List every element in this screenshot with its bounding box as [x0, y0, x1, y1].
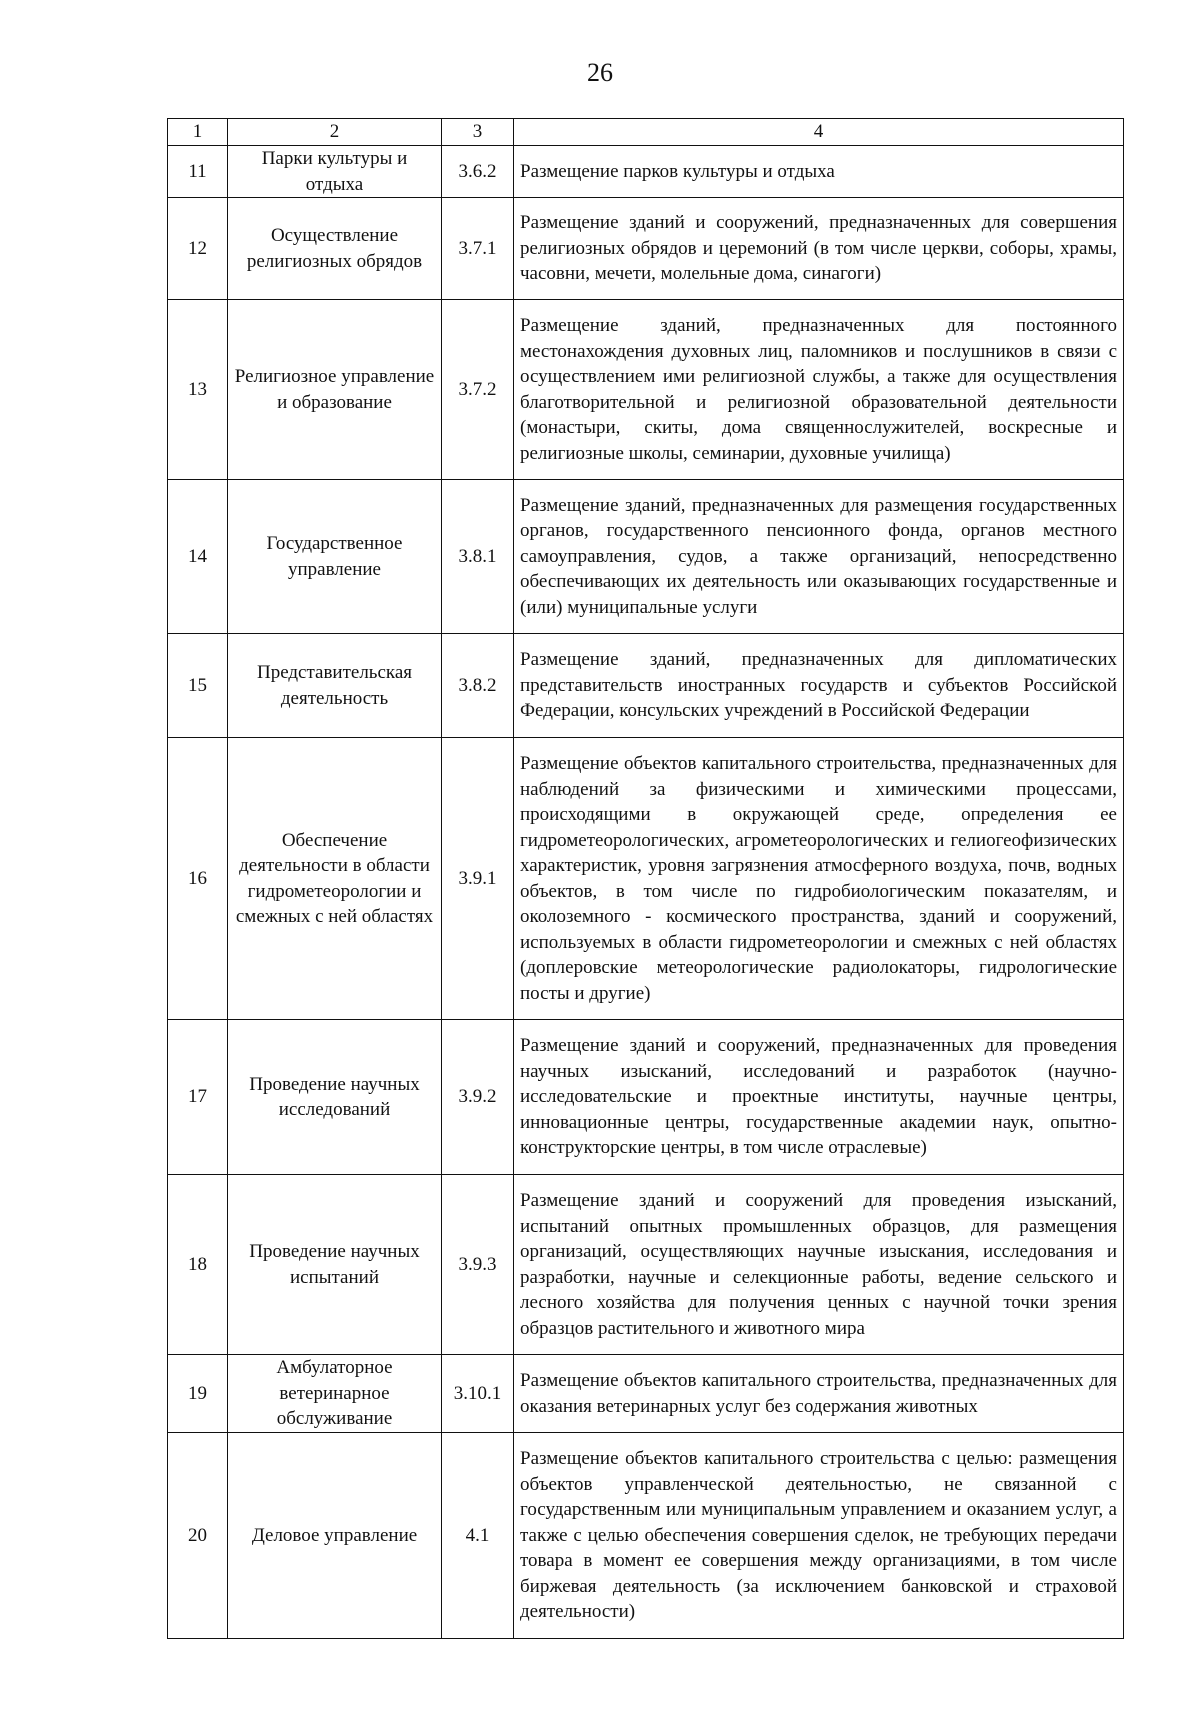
row-number: 13 — [168, 300, 228, 480]
use-type-code: 3.6.2 — [442, 146, 514, 198]
use-type-name: Обеспечение деятельности в области гидрометеорологии и смежных с ней областях — [228, 738, 442, 1020]
table-row — [168, 300, 1124, 480]
use-type-name: Представительская деятельность — [228, 634, 442, 738]
table-row — [168, 738, 1124, 1020]
table-row — [168, 1355, 1124, 1433]
table-header-row — [168, 119, 1124, 146]
use-type-name: Амбулаторное ветеринарное обслуживание — [228, 1355, 442, 1433]
table-row — [168, 1020, 1124, 1175]
use-type-description: Размещение зданий, предназначенных для дипломатических представительств иностранных государств и субъектов Российской Федерации, консульских учреждений в Российской Федерации — [514, 634, 1124, 738]
use-type-name: Осуществление религиозных обрядов — [228, 198, 442, 300]
table-row — [168, 1175, 1124, 1355]
use-type-code: 3.8.2 — [442, 634, 514, 738]
row-number: 14 — [168, 480, 228, 634]
header-cell: 2 — [228, 119, 442, 146]
use-type-code: 3.7.1 — [442, 198, 514, 300]
table-row — [168, 480, 1124, 634]
header-cell: 3 — [442, 119, 514, 146]
use-type-code: 3.9.1 — [442, 738, 514, 1020]
use-type-code: 3.7.2 — [442, 300, 514, 480]
header-cell: 4 — [514, 119, 1124, 146]
row-number: 18 — [168, 1175, 228, 1355]
use-type-description: Размещение парков культуры и отдыха — [514, 146, 1124, 198]
use-type-code: 3.8.1 — [442, 480, 514, 634]
use-type-description: Размещение зданий и сооружений, предназначенных для совершения религиозных обрядов и церемоний (в том числе церкви, соборы, храмы, часовни, мечети, молельные дома, синагоги) — [514, 198, 1124, 300]
use-type-description: Размещение объектов капитального строительства, предназначенных для наблюдений за физическими и химическими процессами, происходящими в окружающей среде, определения ее гидрометеорологических, агрометеорологических и гелиогеофизических характеристик, уровня загрязнения атмосферного воздуха, почв, водных объектов, в том числе по гидробиологическим показателям, и околоземного - космического пространства, зданий и сооружений, используемых в области гидрометеорологии и смежных с ней областях (доплеровские метеорологические радиолокаторы, гидрологические посты и другие) — [514, 738, 1124, 1020]
use-type-description: Размещение зданий и сооружений, предназначенных для проведения научных изысканий, исследований и разработок (научно-исследовательские и проектные институты, научные центры, инновационные центры, государственные академии наук, опытно-конструкторские центры, в том числе отраслевые) — [514, 1020, 1124, 1175]
land-use-table — [167, 118, 1124, 1639]
row-number: 11 — [168, 146, 228, 198]
use-type-name: Проведение научных испытаний — [228, 1175, 442, 1355]
use-type-code: 4.1 — [442, 1433, 514, 1639]
use-type-name: Государственное управление — [228, 480, 442, 634]
use-type-description: Размещение объектов капитального строительства с целью: размещения объектов управленческой деятельностью, не связанной с государственным или муниципальным управлением и оказанием услуг, а также с целью обеспечения совершения сделок, не требующих передачи товара в момент ее совершения между организациями, в том числе биржевая деятельность (за исключением банковской и страховой деятельности) — [514, 1433, 1124, 1639]
use-type-description: Размещение зданий и сооружений для проведения изысканий, испытаний опытных промышленных образцов, для размещения организаций, осуществляющих научные изыскания, исследования и разработки, научные и селекционные работы, ведение сельского и лесного хозяйства для получения ценных с научной точки зрения образцов растительного и животного мира — [514, 1175, 1124, 1355]
row-number: 15 — [168, 634, 228, 738]
header-cell: 1 — [168, 119, 228, 146]
table-row — [168, 146, 1124, 198]
row-number: 17 — [168, 1020, 228, 1175]
row-number: 20 — [168, 1433, 228, 1639]
page-number: 26 — [587, 58, 613, 87]
table-row — [168, 634, 1124, 738]
use-type-description: Размещение объектов капитального строительства, предназначенных для оказания ветеринарных услуг без содержания животных — [514, 1355, 1124, 1433]
use-type-name: Религиозное управление и образование — [228, 300, 442, 480]
table-row — [168, 198, 1124, 300]
use-type-code: 3.10.1 — [442, 1355, 514, 1433]
use-type-name: Парки культуры и отдыха — [228, 146, 442, 198]
use-type-code: 3.9.2 — [442, 1020, 514, 1175]
use-type-description: Размещение зданий, предназначенных для размещения государственных органов, государственного пенсионного фонда, органов местного самоуправления, судов, а также организаций, непосредственно обеспечивающих их деятельность или оказывающих государственные и (или) муниципальные услуги — [514, 480, 1124, 634]
row-number: 16 — [168, 738, 228, 1020]
table-row — [168, 1433, 1124, 1639]
use-type-code: 3.9.3 — [442, 1175, 514, 1355]
use-type-name: Деловое управление — [228, 1433, 442, 1639]
row-number: 19 — [168, 1355, 228, 1433]
use-type-name: Проведение научных исследований — [228, 1020, 442, 1175]
row-number: 12 — [168, 198, 228, 300]
use-type-description: Размещение зданий, предназначенных для постоянного местонахождения духовных лиц, паломников и послушников в связи с осуществлением ими религиозной службы, а также для осуществления благотворительной и религиозной образовательной деятельности (монастыри, скиты, дома священнослужителей, воскресные и религиозные школы, семинарии, духовные училища) — [514, 300, 1124, 480]
